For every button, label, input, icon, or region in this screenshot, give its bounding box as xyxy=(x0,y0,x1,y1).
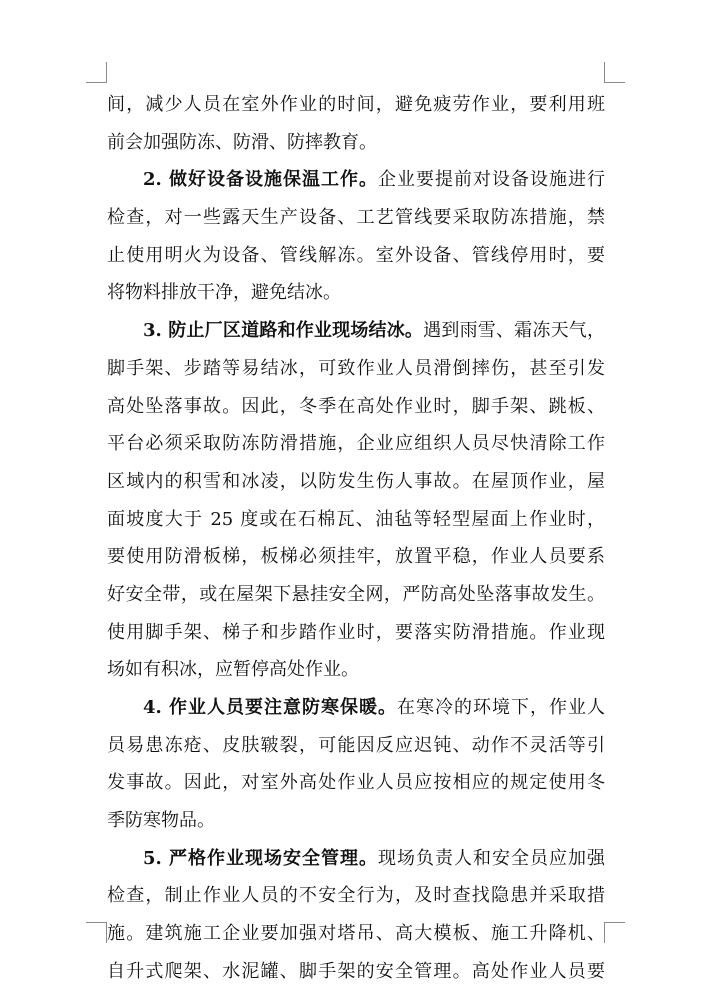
line-text: 场如有积冰，应暂停高处作业。 xyxy=(107,659,359,681)
line-text: 将物料排放干净，避免结冰。 xyxy=(107,282,341,304)
line-text: 检查，对一些露天生产设备、工艺管线要采取防冻措施，禁 xyxy=(107,207,605,229)
text-line xyxy=(107,915,605,953)
line-text: 现场负责人和安全员应加强 xyxy=(378,847,605,869)
line-text: 间，减少人员在室外作业的时间，避免疲劳作业，要利用班 xyxy=(107,94,605,115)
top-right-crop-mark xyxy=(604,62,625,83)
line-text: 好安全带，或在屋架下悬挂安全网，严防高处坠落事故发生。 xyxy=(107,583,605,605)
body-text xyxy=(107,86,605,991)
text-line xyxy=(107,614,605,652)
line-text: 高处坠落事故。因此，冬季在高处作业时，脚手架、跳板、 xyxy=(107,395,605,417)
section-heading: 4. 作业人员要注意防寒保暖。 xyxy=(143,697,398,718)
text-line xyxy=(107,802,605,840)
line-text: 区域内的积雪和冰凌，以防发生伤人事故。在屋顶作业，屋 xyxy=(107,470,605,492)
text-line xyxy=(107,840,605,878)
text-line xyxy=(107,237,605,275)
bottom-right-crop-mark xyxy=(604,922,625,943)
line-text: 遇到雨雪、霜冻天气， xyxy=(423,320,605,342)
line-text: 要使用防滑板梯，板梯必须挂牢，放置平稳，作业人员要系 xyxy=(107,546,605,568)
text-line xyxy=(107,312,605,350)
line-text: 企业要提前对设备设施进行 xyxy=(378,169,605,191)
text-line xyxy=(107,689,605,727)
text-line xyxy=(107,425,605,463)
text-line xyxy=(107,86,605,124)
line-text: 面坡度大于 25 度或在石棉瓦、油毡等轻型屋面上作业时， xyxy=(107,508,605,530)
line-text: 止使用明火为设备、管线解冻。室外设备、管线停用时，要 xyxy=(107,244,605,266)
line-text: 平台必须采取防冻防滑措施，企业应组织人员尽快清除工作 xyxy=(107,433,605,455)
text-line xyxy=(107,953,605,991)
text-line xyxy=(107,161,605,199)
line-text: 前会加强防冻、防滑、防摔教育。 xyxy=(107,131,377,153)
line-text: 脚手架、步踏等易结冰，可致作业人员滑倒摔伤，甚至引发 xyxy=(107,357,605,379)
text-line xyxy=(107,463,605,501)
text-line xyxy=(107,538,605,576)
text-line xyxy=(107,877,605,915)
line-text: 发事故。因此，对室外高处作业人员应按相应的规定使用冬 xyxy=(107,772,605,794)
top-left-crop-mark xyxy=(86,62,107,83)
line-text: 季防寒物品。 xyxy=(107,810,215,832)
line-text: 检查，制止作业人员的不安全行为，及时查找隐患并采取措 xyxy=(107,885,605,907)
text-line xyxy=(107,199,605,237)
text-line xyxy=(107,350,605,388)
section-heading: 2. 做好设备设施保温工作。 xyxy=(143,169,379,191)
section-heading: 5. 严格作业现场安全管理。 xyxy=(143,847,379,869)
text-line xyxy=(107,727,605,765)
text-line xyxy=(107,501,605,539)
bottom-left-crop-mark xyxy=(86,922,107,943)
line-text: 自升式爬架、水泥罐、脚手架的安全管理。高处作业人员要 xyxy=(107,960,605,982)
text-line xyxy=(107,124,605,162)
text-line xyxy=(107,764,605,802)
text-line xyxy=(107,651,605,689)
section-heading: 3. 防止厂区道路和作业现场结冰。 xyxy=(143,320,424,342)
line-text: 施。建筑施工企业要加强对塔吊、高大模板、施工升降机、 xyxy=(107,923,605,945)
line-text: 在寒冷的环境下，作业人 xyxy=(397,697,605,718)
line-text: 员易患冻疮、皮肤皲裂，可能因反应迟钝、动作不灵活等引 xyxy=(107,734,605,756)
line-text: 使用脚手架、梯子和步踏作业时，要落实防滑措施。作业现 xyxy=(107,621,605,643)
text-line xyxy=(107,388,605,426)
text-line xyxy=(107,274,605,312)
text-line xyxy=(107,576,605,614)
